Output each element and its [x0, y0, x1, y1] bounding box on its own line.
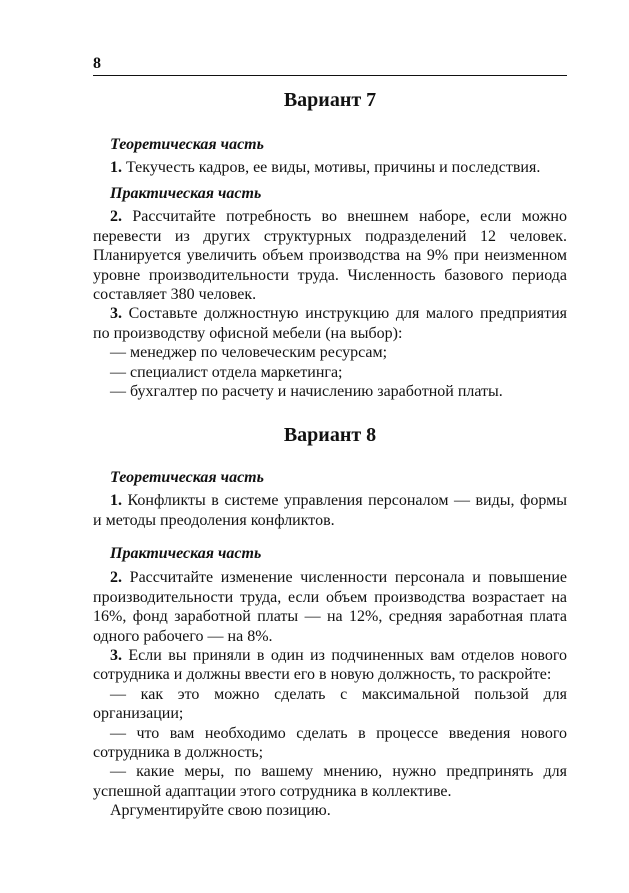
- header-rule: [93, 75, 567, 76]
- variant-7-title: Вариант 7: [283, 89, 377, 111]
- variant-8-task-1: [93, 491, 567, 530]
- variant-8-option: — что вам необходимо сделать в процессе введения нового сотрудника в должность;: [93, 724, 567, 761]
- task-number: 1.: [110, 492, 122, 510]
- variant-8-practice-heading: Практическая часть: [110, 545, 262, 563]
- page-number: 8: [93, 55, 101, 72]
- variant-7-theory-heading: Теоретическая часть: [110, 136, 264, 153]
- task-text: Если вы приняли в один из подчиненных вам отделов нового сотрудника и должны ввести его в новую должность, то раскройте:: [93, 646, 567, 684]
- variant-7-task-2: [93, 207, 567, 304]
- variant-7-practice-heading: Практическая часть: [110, 185, 262, 203]
- variant-7-option: — специалист отдела маркетинга;: [110, 363, 343, 381]
- task-text: Рассчитайте потребность во внешнем наборе, если можно перевести из других структурных подразделений 12 человек. Планируется увеличить объем производства на 9% при неизменном уровне производительности труда. Численность базового периода составляет 380 человек.: [93, 208, 567, 304]
- variant-8-task-2: [93, 568, 567, 646]
- variant-7-task-3: [93, 304, 567, 343]
- variant-7-option: — менеджер по человеческим ресурсам;: [110, 344, 388, 362]
- task-number: 3.: [110, 646, 122, 664]
- variant-8-title: Вариант 8: [283, 424, 377, 447]
- variant-8-option: — как это можно сделать с максимальной пользой для организации;: [93, 685, 567, 723]
- task-text: Конфликты в системе управления персоналом — виды, формы и методы преодоления конфликтов.: [93, 492, 567, 529]
- task-number: 3.: [110, 305, 122, 323]
- page-content: [93, 80, 567, 821]
- task-text: Текучесть кадров, ее виды, мотивы, причины и последствия.: [122, 159, 541, 176]
- variant-8-theory-heading: Теоретическая часть: [110, 469, 264, 487]
- task-text: Составьте должностную инструкцию для малого предприятия по производству офисной мебели (на выбор):: [93, 305, 567, 342]
- task-number: 2.: [110, 569, 122, 587]
- variant-7-option: — бухгалтер по расчету и начислению заработной платы.: [110, 383, 503, 401]
- variant-8-task-3: [93, 646, 567, 685]
- variant-7-task-1: [93, 158, 567, 177]
- task-text: Рассчитайте изменение численности персонала и повышение производительности труда, если объем производства возрастает на 16%, фонд заработной платы — на 12%, средняя заработная плата одного рабочего — на 8%.: [93, 569, 567, 645]
- task-number: 2.: [110, 208, 122, 226]
- variant-8-closing: Аргументируйте свою позицию.: [110, 802, 331, 820]
- task-number: 1.: [110, 159, 122, 176]
- variant-8-option: — какие меры, по вашему мнению, нужно предпринять для успешной адаптации этого сотрудника в коллективе.: [93, 763, 567, 800]
